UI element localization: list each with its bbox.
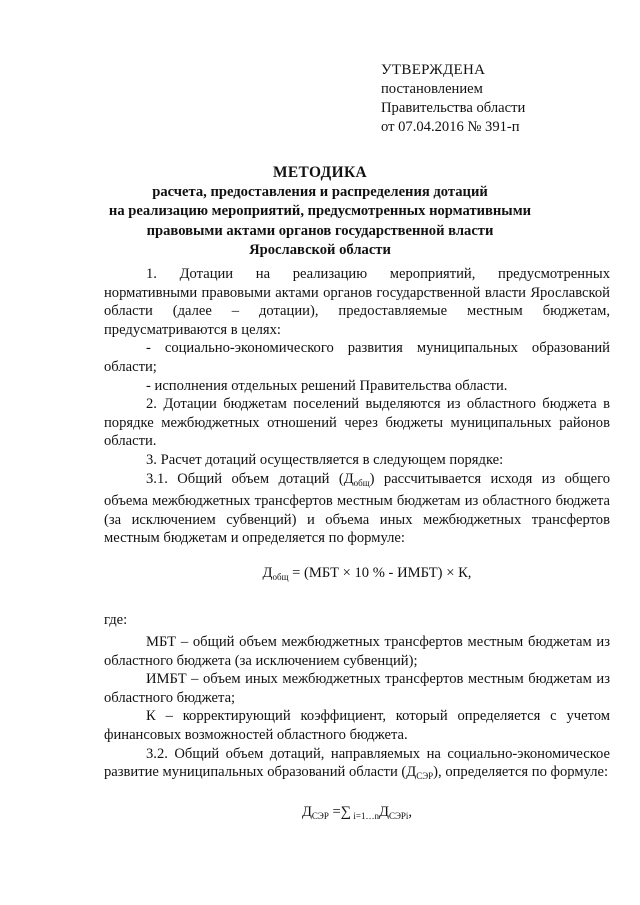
title-line-3: правовыми актами органов государственной власти	[146, 222, 494, 239]
paragraph-6-a: 3.1. Общий объем дотаций (Д	[146, 470, 354, 487]
title-line-2: на реализацию мероприятий, предусмотренных нормативными	[108, 203, 532, 219]
paragraph-5: 3. Расчет дотаций осуществляется в следующем порядке:	[146, 451, 504, 468]
formula-1-b: = (МБТ × 10 % - ИМБТ) × К,	[288, 564, 472, 581]
formula-2-subscript-2: i=1…n	[351, 810, 379, 821]
paragraph-7-b: ), определяется по формуле:	[433, 764, 609, 781]
formula-2-subscript-1: СЭР	[311, 810, 329, 821]
formula-2-b: Д	[378, 803, 389, 820]
definition-1: МБТ – общий объем межбюджетных трансфертов местным бюджетам из областного бюджета (за исключением субвенций);	[104, 634, 610, 669]
formula-2-sum: =∑	[328, 803, 352, 820]
definition-2: ИМБТ – объем иных межбюджетных трансфертов местным бюджетам из областного бюджета;	[104, 671, 610, 706]
paragraph-6-b: ) рассчитывается исходя из общего объема межбюджетных трансфертов местным бюджетам из областного бюджета (за исключением субвенций) и объема иных межбюджетных трансфертов местным бюджетам и определяется по формуле:	[104, 470, 610, 547]
formula-1-a: Д	[262, 564, 273, 581]
paragraph-1: 1. Дотации на реализацию мероприятий, предусмотренных нормативными правовыми актами органов государственной власти Ярославской области (далее – дотации), предоставляемые местным бюджетам, предусматриваются в целях:	[104, 266, 610, 338]
approval-stamp	[381, 61, 525, 137]
title-line-1: расчета, предоставления и распределения дотаций	[152, 183, 488, 200]
paragraph-7	[104, 745, 610, 786]
approval-line-2: Правительства области	[381, 100, 526, 116]
document-body	[104, 265, 610, 825]
paragraph-7-a: 3.2. Общий объем дотаций, направляемых на социально-экономическое развитие муниципальных образований области (Д	[104, 745, 610, 781]
formula-2	[104, 803, 610, 826]
formula-1	[104, 564, 610, 587]
formula-2-subscript-3: СЭРi	[388, 810, 409, 821]
title-line-4: Ярославской области	[249, 242, 391, 258]
paragraph-4: 2. Дотации бюджетам поселений выделяются из областного бюджета в порядке межбюджетных отношений через бюджеты муниципальных районов области.	[104, 396, 610, 450]
formula-2-end: ,	[408, 803, 413, 820]
paragraph-7-subscript: СЭР	[416, 771, 434, 782]
approval-line-3: от 07.04.2016 № 391-п	[381, 119, 520, 135]
where-label: где:	[104, 611, 128, 628]
paragraph-3: - исполнения отдельных решений Правительства области.	[146, 377, 508, 394]
formula-1-subscript: общ	[272, 571, 289, 582]
formula-2-a: Д	[301, 803, 312, 820]
document-title	[100, 163, 540, 261]
paragraph-6	[104, 470, 610, 548]
paragraph-6-subscript: общ	[353, 477, 370, 488]
definition-3: К – корректирующий коэффициент, который определяется с учетом финансовых возможностей областного бюджета.	[104, 708, 610, 744]
paragraph-2: - социально-экономического развития муниципальных образований области;	[104, 340, 610, 375]
approval-heading: УТВЕРЖДЕНА	[381, 62, 486, 78]
title-main: МЕТОДИКА	[272, 164, 368, 181]
approval-line-1: постановлением	[381, 81, 483, 97]
